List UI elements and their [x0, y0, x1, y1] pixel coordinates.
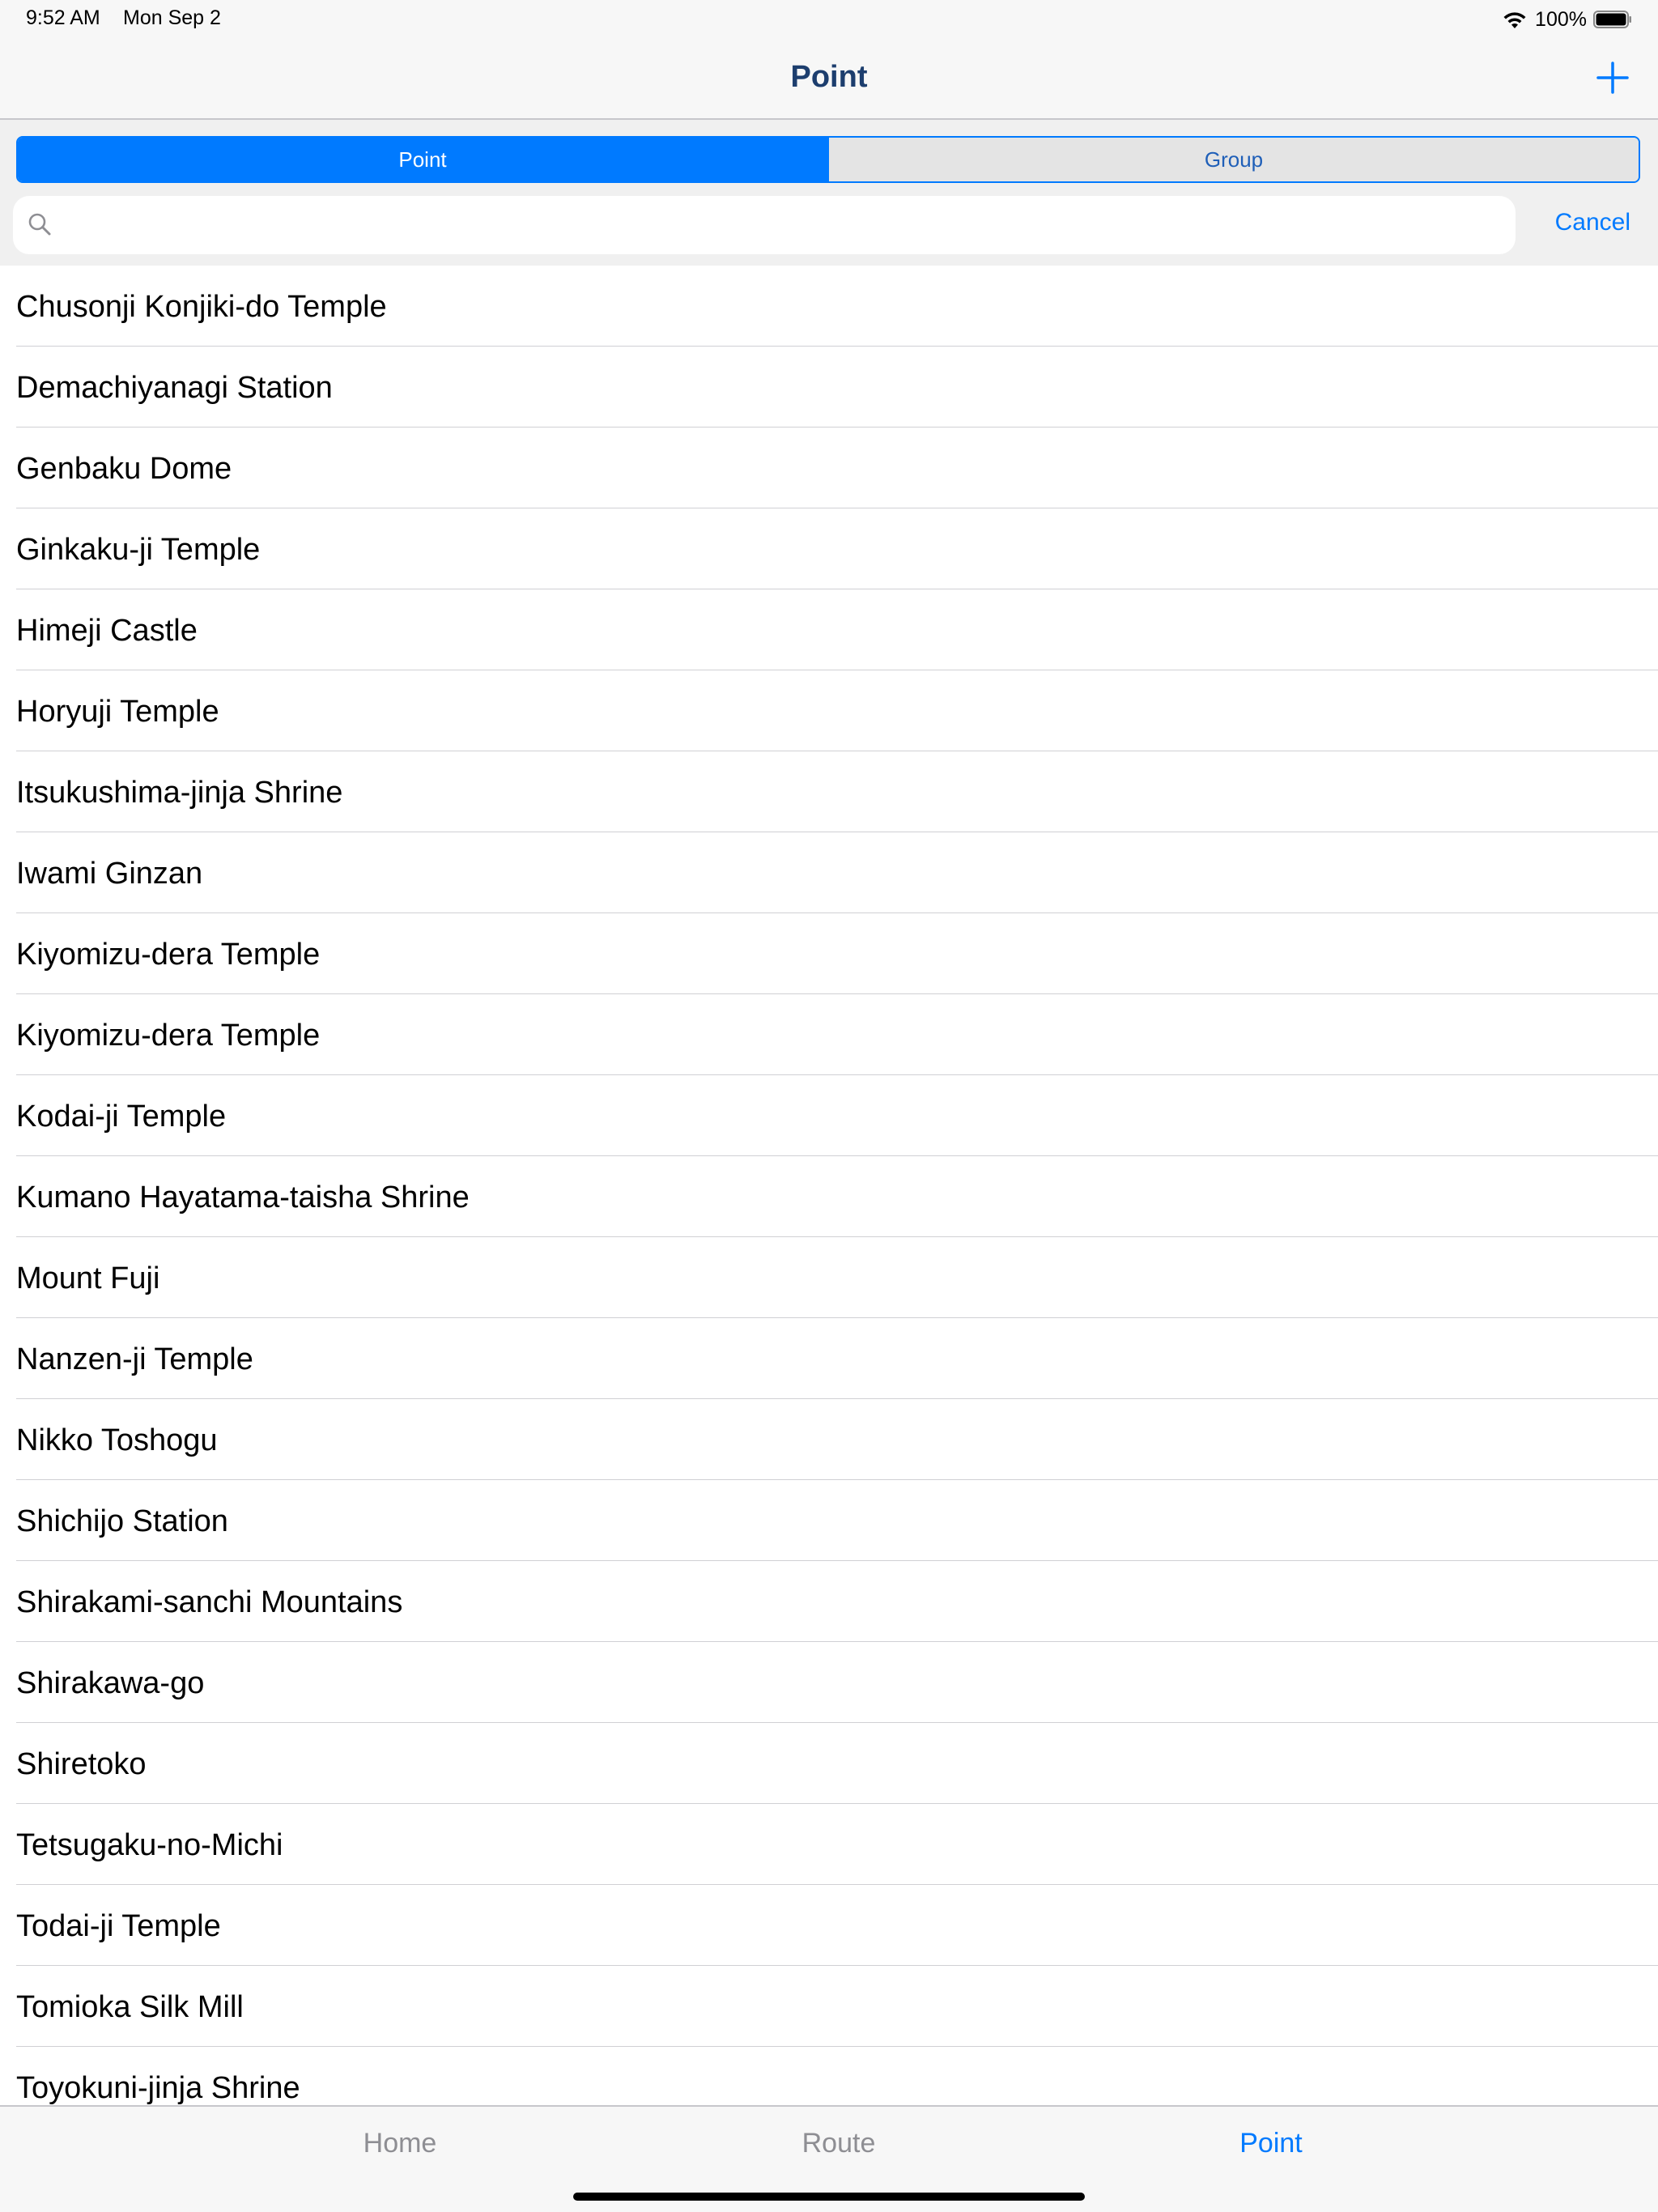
- list-item[interactable]: [0, 266, 1658, 347]
- segment-point[interactable]: Point: [18, 138, 827, 181]
- battery-icon: [1593, 11, 1632, 28]
- list-item-label: Kiyomizu-dera Temple: [16, 938, 321, 972]
- list-item-label: Tetsugaku-no-Michi: [16, 1828, 283, 1862]
- list-item-label: Shirakawa-go: [16, 1666, 205, 1700]
- list-item[interactable]: [0, 751, 1658, 832]
- list-item-label: Himeji Castle: [16, 614, 198, 648]
- list-item-label: Genbaku Dome: [16, 452, 232, 486]
- list-item[interactable]: [0, 1642, 1658, 1723]
- list-item[interactable]: [0, 1804, 1658, 1885]
- list-item[interactable]: [0, 1480, 1658, 1561]
- segment-group[interactable]: Group: [827, 138, 1639, 181]
- status-time: 9:52 AM: [26, 6, 100, 29]
- list-item[interactable]: [0, 1156, 1658, 1237]
- list-item[interactable]: [0, 1237, 1658, 1318]
- home-indicator[interactable]: [573, 2193, 1085, 2201]
- wifi-icon: [1501, 9, 1528, 30]
- search-field: [13, 196, 1516, 254]
- battery-percent: 100%: [1535, 7, 1587, 31]
- tab-point[interactable]: Point: [1239, 2128, 1303, 2159]
- navigation-bar: [0, 39, 1658, 120]
- list-item-label: Nikko Toshogu: [16, 1423, 218, 1457]
- list-item-label: Todai-ji Temple: [16, 1909, 221, 1943]
- list-item[interactable]: [0, 1318, 1658, 1399]
- list-item[interactable]: [0, 1723, 1658, 1804]
- list-item[interactable]: [0, 670, 1658, 751]
- list-item-label: Ginkaku-ji Temple: [16, 533, 261, 567]
- status-right-group: [1501, 6, 1632, 32]
- list-item-label: Demachiyanagi Station: [16, 371, 333, 405]
- list-item-label: Shirakami-sanchi Mountains: [16, 1585, 403, 1619]
- list-item[interactable]: [0, 1885, 1658, 1966]
- list-item[interactable]: [0, 589, 1658, 670]
- list-item-label: Toyokuni-jinja Shrine: [16, 2071, 300, 2105]
- list-item[interactable]: [0, 347, 1658, 428]
- list-item[interactable]: [0, 1561, 1658, 1642]
- search-input[interactable]: [65, 196, 1501, 256]
- cancel-button[interactable]: Cancel: [1554, 209, 1630, 236]
- list-item[interactable]: [0, 508, 1658, 589]
- list-item-label: Mount Fuji: [16, 1261, 160, 1295]
- list-item-label: Nanzen-ji Temple: [16, 1342, 253, 1376]
- list-item[interactable]: [0, 913, 1658, 994]
- segmented-control: [16, 136, 1640, 183]
- list-item[interactable]: [0, 1399, 1658, 1480]
- list-item-label: Kumano Hayatama-taisha Shrine: [16, 1180, 470, 1214]
- list-item-label: Shiretoko: [16, 1747, 147, 1781]
- list-item-label: Horyuji Temple: [16, 695, 219, 729]
- list-item-label: Kodai-ji Temple: [16, 1100, 227, 1134]
- list-item[interactable]: [0, 994, 1658, 1075]
- status-date: Mon Sep 2: [123, 6, 221, 29]
- add-point-button[interactable]: [1590, 55, 1635, 100]
- list-item[interactable]: [0, 2047, 1658, 2105]
- list-item-label: Itsukushima-jinja Shrine: [16, 776, 343, 810]
- page-title: Point: [790, 60, 868, 94]
- plus-icon: [1590, 55, 1635, 100]
- list-item-label: Shichijo Station: [16, 1504, 228, 1538]
- point-list: [0, 266, 1658, 2105]
- magnifying-glass-icon: [26, 211, 55, 240]
- tab-route[interactable]: Route: [801, 2128, 876, 2159]
- list-item-label: Iwami Ginzan: [16, 857, 203, 891]
- controls-band: [0, 120, 1658, 266]
- status-bar: [0, 0, 1658, 39]
- list-item[interactable]: [0, 1075, 1658, 1156]
- tab-bar: [0, 2105, 1658, 2212]
- list-item-label: Chusonji Konjiki-do Temple: [16, 290, 387, 324]
- list-item-label: Kiyomizu-dera Temple: [16, 1019, 321, 1053]
- list-item[interactable]: [0, 428, 1658, 508]
- tab-home[interactable]: Home: [363, 2128, 437, 2159]
- list-item[interactable]: [0, 832, 1658, 913]
- list-item[interactable]: [0, 1966, 1658, 2047]
- list-item-label: Tomioka Silk Mill: [16, 1990, 244, 2024]
